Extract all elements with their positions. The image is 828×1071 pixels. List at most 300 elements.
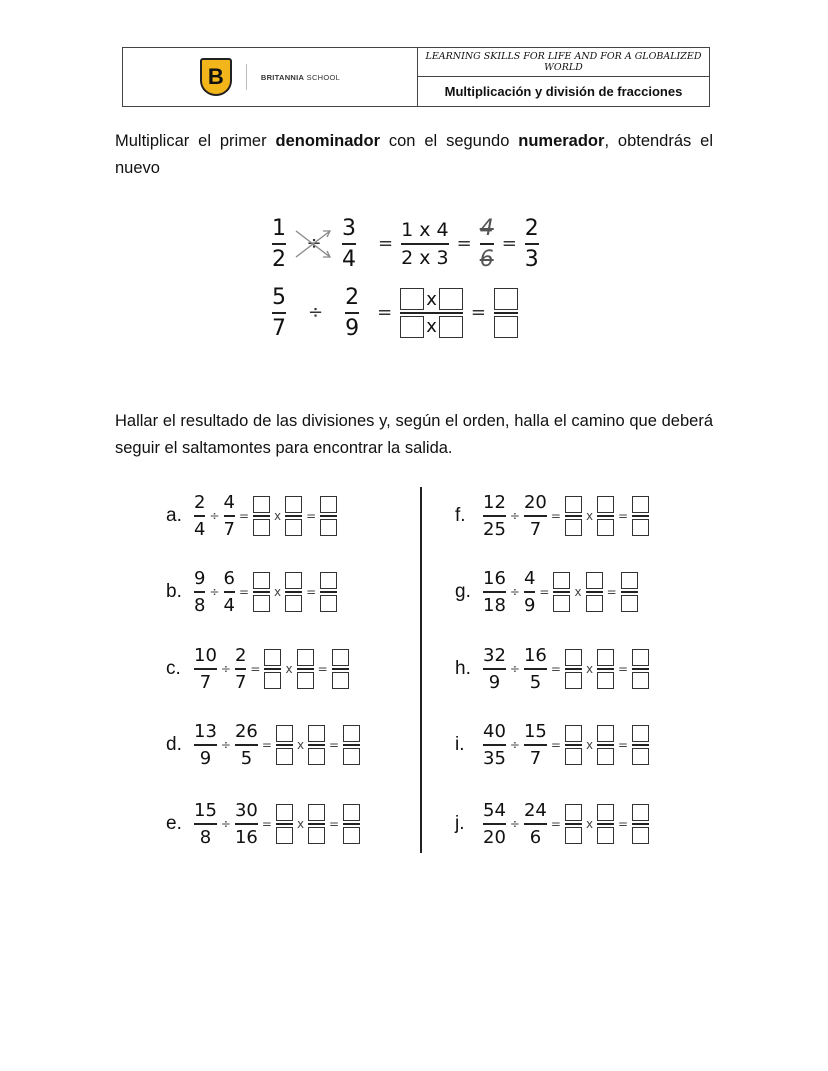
equals-sign: = [377, 302, 393, 324]
answer-box[interactable] [285, 496, 302, 513]
answer-fraction [332, 649, 349, 689]
denominator: 5 [240, 747, 253, 769]
intro-part: Multiplicar el primer [115, 132, 276, 150]
fraction-bar [343, 744, 360, 746]
answer-box[interactable] [308, 725, 325, 742]
school-logo-area [123, 48, 418, 106]
answer-fraction [597, 725, 614, 765]
fraction-bar [565, 668, 582, 670]
equals-sign: = [501, 233, 517, 255]
answer-box[interactable] [565, 748, 582, 765]
answer-box[interactable] [565, 804, 582, 821]
exercise-row [166, 721, 360, 769]
fraction-bar [264, 668, 281, 670]
answer-box[interactable] [320, 519, 337, 536]
exercise-label: f. [455, 504, 466, 526]
fraction-bar [565, 823, 582, 825]
fraction [224, 492, 235, 540]
divide-sign: ÷ [209, 584, 220, 599]
intro-part: con el segundo [380, 132, 519, 150]
fraction-bar [483, 515, 506, 517]
numerator: 2 [345, 285, 360, 310]
fraction [524, 800, 547, 848]
times-sign: x [274, 508, 282, 523]
answer-fraction [632, 649, 649, 689]
fraction [483, 721, 506, 769]
answer-box[interactable] [632, 519, 649, 536]
school-name-bold: BRITANNIA [260, 72, 305, 82]
numerator: 16 [483, 568, 506, 589]
answer-box[interactable] [632, 672, 649, 689]
equals-sign: = [606, 584, 617, 599]
numerator: 54 [483, 800, 506, 821]
numerator: 1 [272, 216, 286, 241]
answer-box[interactable] [565, 519, 582, 536]
denominator: 8 [199, 826, 212, 848]
exercise-label: i. [455, 733, 465, 755]
fraction-bar [308, 823, 325, 825]
equals-sign: = [618, 508, 629, 523]
fraction-bar [597, 515, 614, 517]
answer-box[interactable] [565, 827, 582, 844]
exercise-label: a. [166, 504, 182, 526]
answer-box[interactable] [632, 496, 649, 513]
fraction-bar [632, 668, 649, 670]
denominator: 18 [483, 594, 506, 616]
numerator: 9 [194, 568, 206, 589]
numerator: 6 [223, 568, 235, 589]
answer-fraction [285, 496, 302, 536]
answer-box[interactable] [285, 572, 302, 589]
numerator: 2 [194, 492, 206, 513]
answer-fraction [565, 649, 582, 689]
fraction-bar [621, 591, 638, 593]
answer-box[interactable] [565, 496, 582, 513]
divide-sign: ÷ [220, 737, 231, 752]
numerator: 4 [223, 492, 235, 513]
equals-sign: = [539, 584, 550, 599]
times-sign: x [274, 584, 282, 599]
divide-sign: ÷ [509, 661, 520, 676]
exercise-row [166, 568, 337, 616]
exercise-row [455, 800, 649, 848]
answer-box[interactable] [597, 649, 614, 666]
times-sign: x [585, 508, 594, 523]
fraction [401, 219, 449, 269]
equals-sign: = [238, 584, 250, 599]
divide-sign: ÷ [509, 508, 520, 523]
fraction-bar [597, 823, 614, 825]
fraction [194, 568, 205, 616]
answer-box[interactable] [343, 827, 360, 844]
answer-box[interactable] [494, 288, 518, 310]
answer-box[interactable] [253, 496, 270, 513]
answer-box[interactable] [586, 595, 603, 612]
exercise-row [455, 721, 649, 769]
exercise-row [166, 492, 337, 540]
fraction-bar [632, 515, 649, 517]
denominator: 7 [223, 518, 235, 540]
answer-fraction [253, 496, 270, 536]
times-sign: x [296, 737, 305, 752]
answer-fraction [285, 572, 302, 612]
fraction-bar [194, 668, 217, 670]
fraction-bar [483, 823, 506, 825]
equals-sign: = [550, 737, 561, 752]
answer-fraction [264, 649, 281, 689]
answer-fraction [565, 725, 582, 765]
denominator: 2 [272, 246, 286, 272]
answer-box[interactable] [597, 672, 614, 689]
fraction-bar [235, 744, 258, 746]
fraction [524, 568, 535, 616]
answer-box[interactable] [276, 827, 293, 844]
fraction-bar [524, 591, 535, 593]
answer-fraction [621, 572, 638, 612]
denominator: 3 [524, 246, 539, 272]
denominator: 9 [488, 671, 501, 693]
fraction-bar [483, 668, 506, 670]
answer-box[interactable] [400, 316, 424, 338]
exercise-label: g. [455, 580, 471, 602]
answer-fraction [253, 572, 270, 612]
motto: LEARNING SKILLS FOR LIFE AND FOR A GLOBALIZED WORLD [418, 48, 709, 77]
times-sign: x [585, 816, 594, 831]
fraction-bar [320, 591, 337, 593]
answer-box[interactable] [276, 748, 293, 765]
answer-fraction [565, 496, 582, 536]
denominator: 7 [199, 671, 212, 693]
fraction-bar [483, 591, 506, 593]
exercise-row [455, 568, 638, 616]
fraction [194, 800, 217, 848]
practice-example [272, 285, 518, 341]
denominator: 7 [529, 747, 542, 769]
denominator: 20 [483, 826, 506, 848]
times-sign: x [285, 661, 293, 676]
instructions: Hallar el resultado de las divisiones y, según el orden, halla el camino que deberá seguir el saltamontes para encontrar la salida. [115, 412, 713, 457]
equals-sign: = [261, 737, 272, 752]
denominator: 9 [199, 747, 212, 769]
answer-fraction [276, 725, 293, 765]
fraction-bar [308, 744, 325, 746]
exercise-label: h. [455, 657, 471, 679]
denominator: 9 [345, 315, 360, 341]
exercise-label: e. [166, 812, 182, 834]
times-sign: x [296, 816, 305, 831]
numerator: 12 [483, 492, 506, 513]
answer-fraction [586, 572, 603, 612]
fraction-bar [332, 668, 349, 670]
denominator: 6 [479, 246, 494, 272]
answer-fraction [343, 804, 360, 844]
numerator: 24 [523, 800, 547, 821]
equals-sign: = [317, 661, 328, 676]
answer-box[interactable] [553, 595, 570, 612]
instructions-text [115, 408, 713, 462]
equals-sign: = [618, 661, 629, 676]
fraction-bar [343, 823, 360, 825]
answer-box[interactable] [285, 595, 302, 612]
equals-sign: = [378, 233, 394, 255]
fraction-bar [586, 591, 603, 593]
answer-fraction [632, 496, 649, 536]
fraction-bar [597, 668, 614, 670]
answer-box[interactable] [320, 496, 337, 513]
divide-sign: ÷ [220, 661, 231, 676]
numerator: 20 [523, 492, 547, 513]
answer-box[interactable] [597, 748, 614, 765]
answer-box[interactable] [276, 725, 293, 742]
answer-box[interactable] [565, 672, 582, 689]
answer-box[interactable] [586, 572, 603, 589]
answer-box[interactable] [253, 519, 270, 536]
answer-box[interactable] [632, 748, 649, 765]
fraction [524, 645, 547, 693]
numerator: 4 [523, 568, 536, 589]
divide-sign: ÷ [509, 816, 520, 831]
times-sign: x [585, 661, 594, 676]
equals-sign: = [550, 661, 561, 676]
school-name-rest: SCHOOL [306, 72, 341, 82]
answer-fraction [400, 288, 463, 338]
answer-box[interactable] [632, 804, 649, 821]
fraction [483, 568, 506, 616]
answer-box[interactable] [565, 649, 582, 666]
simplified-fraction [480, 216, 494, 272]
fraction-bar [297, 668, 314, 670]
answer-box[interactable] [253, 572, 270, 589]
fraction-bar [524, 515, 547, 517]
answer-fraction [320, 572, 337, 612]
column-divider [420, 487, 422, 853]
intro-bold: denominador [275, 132, 380, 150]
denominator: 8 [194, 594, 206, 616]
answer-fraction [632, 725, 649, 765]
fraction [224, 568, 235, 616]
denominator: 6 [529, 826, 542, 848]
exercise-label: b. [166, 580, 182, 602]
answer-box[interactable] [320, 595, 337, 612]
topic-title: Multiplicación y división de fracciones [444, 84, 683, 99]
intro-text [115, 128, 713, 182]
equals-sign: = [550, 816, 561, 831]
result-fraction [525, 216, 539, 272]
answer-box[interactable] [264, 672, 281, 689]
denominator: 4 [342, 246, 356, 272]
answer-box[interactable] [597, 519, 614, 536]
fraction-bar [565, 744, 582, 746]
equals-sign: = [261, 816, 272, 831]
fraction [345, 285, 359, 341]
answer-fraction [297, 649, 314, 689]
fraction-bar [276, 823, 293, 825]
divide-sign: ÷ [220, 816, 231, 831]
fraction [342, 216, 356, 272]
answer-box[interactable] [297, 672, 314, 689]
fraction-bar [524, 823, 547, 825]
denominator: 9 [523, 594, 536, 616]
numerator: 26 [234, 721, 258, 742]
answer-fraction [308, 725, 325, 765]
answer-box[interactable] [285, 519, 302, 536]
numerator: 15 [194, 800, 217, 821]
answer-box[interactable] [553, 572, 570, 589]
answer-fraction [320, 496, 337, 536]
answer-box[interactable] [597, 804, 614, 821]
fraction [483, 492, 506, 540]
school-shield-logo: B [200, 58, 232, 96]
numerator: 1 x 4 [401, 219, 449, 241]
intro-bold: numerador [518, 132, 605, 150]
numerator: 40 [483, 721, 506, 742]
result-fraction [494, 288, 518, 338]
numerator: 4 [479, 216, 494, 241]
answer-fraction [553, 572, 570, 612]
denominator: 7 [272, 315, 286, 341]
exercise-label: j. [455, 812, 465, 834]
answer-fraction [565, 804, 582, 844]
worked-example [272, 216, 539, 272]
denominator: 7 [529, 518, 542, 540]
divide-sign: ÷ [509, 737, 520, 752]
answer-box[interactable] [343, 725, 360, 742]
answer-box[interactable] [332, 672, 349, 689]
denominator: 4 [223, 594, 235, 616]
answer-box[interactable] [597, 725, 614, 742]
fraction-bar [565, 515, 582, 517]
fraction [272, 285, 286, 341]
answer-box[interactable] [308, 748, 325, 765]
answer-box[interactable] [276, 804, 293, 821]
exercise-row [455, 492, 649, 540]
fraction-bar [235, 668, 246, 670]
answer-box[interactable] [343, 804, 360, 821]
fraction-bar [524, 744, 547, 746]
fraction-bar [597, 744, 614, 746]
answer-fraction [632, 804, 649, 844]
denominator: 5 [529, 671, 542, 693]
answer-box[interactable] [565, 725, 582, 742]
answer-box[interactable] [400, 288, 424, 310]
numerator: 30 [234, 800, 258, 821]
numerator: 2 [524, 216, 539, 241]
exercise-label: d. [166, 733, 182, 755]
equals-sign: = [550, 508, 561, 523]
equals-sign: = [250, 661, 261, 676]
times-sign: x [426, 288, 437, 310]
fraction-bar [194, 744, 217, 746]
exercise-row [455, 645, 649, 693]
answer-fraction [597, 649, 614, 689]
document-header [122, 47, 710, 107]
fraction-bar [194, 823, 217, 825]
fraction [194, 492, 205, 540]
answer-box[interactable] [439, 288, 463, 310]
divide-sign: ÷ [308, 302, 324, 324]
numerator: 16 [523, 645, 547, 666]
answer-fraction [343, 725, 360, 765]
answer-fraction [276, 804, 293, 844]
denominator: 16 [234, 826, 258, 848]
fraction-bar [235, 823, 258, 825]
fraction-bar [224, 515, 235, 517]
fraction [524, 492, 547, 540]
fraction-bar [276, 744, 293, 746]
times-sign: x [585, 737, 594, 752]
equals-sign: = [456, 233, 472, 255]
intro-part: , obtendrás el nuevo [115, 132, 713, 177]
answer-box[interactable] [343, 748, 360, 765]
answer-box[interactable] [621, 572, 638, 589]
answer-box[interactable] [632, 649, 649, 666]
answer-box[interactable] [308, 804, 325, 821]
fraction-bar [553, 591, 570, 593]
exercise-row [166, 800, 360, 848]
numerator: 5 [272, 285, 286, 310]
school-name [261, 73, 340, 82]
answer-box[interactable] [297, 649, 314, 666]
equals-sign: = [238, 508, 250, 523]
times-sign: x [426, 316, 437, 337]
numerator: 2 [234, 645, 247, 666]
numerator: 15 [523, 721, 547, 742]
fraction [272, 216, 286, 272]
exercise-label: c. [166, 657, 181, 679]
answer-fraction [597, 804, 614, 844]
answer-box[interactable] [597, 827, 614, 844]
fraction-bar [285, 591, 302, 593]
cross-arrows-icon [294, 219, 334, 269]
fraction-bar [320, 515, 337, 517]
answer-box[interactable] [494, 316, 518, 338]
equals-sign: = [470, 302, 486, 324]
equals-sign: = [306, 584, 317, 599]
answer-fraction [597, 496, 614, 536]
fraction-bar [253, 515, 270, 517]
answer-box[interactable] [632, 725, 649, 742]
fraction [483, 645, 506, 693]
answer-box[interactable] [320, 572, 337, 589]
numerator: 10 [194, 645, 217, 666]
answer-box[interactable] [332, 649, 349, 666]
denominator: 25 [483, 518, 506, 540]
answer-box[interactable] [308, 827, 325, 844]
answer-box[interactable] [597, 496, 614, 513]
fraction-bar [253, 591, 270, 593]
answer-box[interactable] [621, 595, 638, 612]
exercise-row [166, 645, 349, 693]
denominator: 2 x 3 [401, 246, 449, 269]
denominator: 7 [234, 671, 247, 693]
equals-sign: = [329, 816, 340, 831]
equals-sign: = [306, 508, 317, 523]
divide-sign: ÷ [306, 233, 322, 255]
fraction-bar [194, 515, 205, 517]
fraction-bar [194, 591, 205, 593]
fraction [235, 721, 258, 769]
answer-box[interactable] [632, 827, 649, 844]
answer-box[interactable] [253, 595, 270, 612]
fraction-bar [632, 744, 649, 746]
denominator: 35 [483, 747, 506, 769]
answer-box[interactable] [439, 316, 463, 338]
fraction [483, 800, 506, 848]
fraction-bar [632, 823, 649, 825]
equals-sign: = [329, 737, 340, 752]
answer-box[interactable] [264, 649, 281, 666]
fraction [524, 721, 547, 769]
